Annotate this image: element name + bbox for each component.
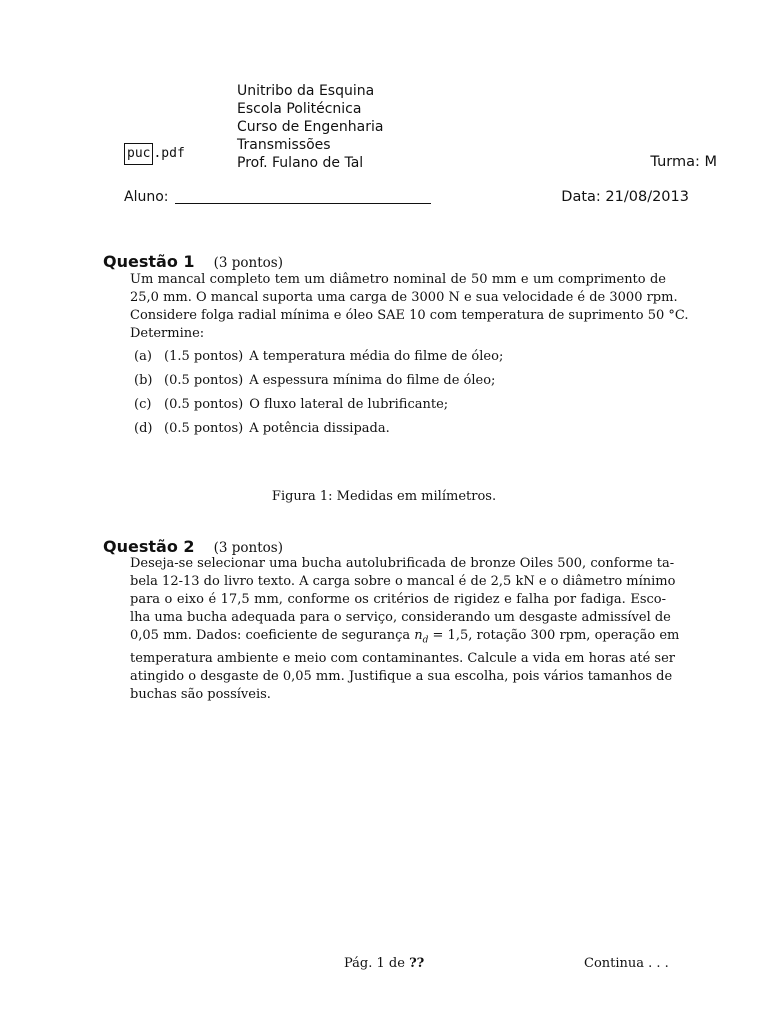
page-number-prefix: Pág. 1 de bbox=[344, 956, 410, 971]
question-1-line: Considere folga radial mínima e óleo SAE 10 com temperatura de suprimento 50 °C. bbox=[130, 308, 689, 323]
question-2-body bbox=[130, 555, 680, 704]
question-2-line: lha uma bucha adequada para o serviço, considerando um desgaste admissível de bbox=[130, 610, 671, 625]
item-points: (0.5 pontos) bbox=[164, 421, 244, 436]
question-2-title: Questão 2 bbox=[103, 537, 195, 556]
continua-label: Continua . . . bbox=[584, 956, 669, 971]
list-item bbox=[134, 347, 503, 371]
question-2-line: Deseja-se selecionar uma bucha autolubrificada de bronze Oiles 500, conforme ta- bbox=[130, 556, 675, 571]
question-2-points: (3 pontos) bbox=[213, 540, 283, 556]
question-2-line-formula bbox=[130, 627, 680, 650]
item-label: (d) bbox=[134, 421, 153, 436]
institution-block bbox=[237, 82, 383, 172]
question-1-header bbox=[103, 252, 283, 271]
question-1-body bbox=[130, 271, 689, 343]
turma-label: Turma: M bbox=[650, 154, 717, 170]
date-label: Data: 21/08/2013 bbox=[561, 189, 689, 205]
page-number bbox=[344, 956, 424, 971]
question-1-points: (3 pontos) bbox=[213, 255, 283, 271]
formula-variable: n bbox=[414, 628, 423, 643]
item-label: (c) bbox=[134, 397, 152, 412]
item-text: A temperatura média do filme de óleo; bbox=[249, 349, 504, 364]
logo-placeholder bbox=[124, 143, 185, 165]
question-2-line: atingido o desgaste de 0,05 mm. Justifique a sua escolha, pois vários tamanhos de bbox=[130, 668, 673, 684]
page-number-total: ?? bbox=[409, 956, 425, 971]
institution-line: Transmissões bbox=[237, 137, 331, 153]
item-points: (0.5 pontos) bbox=[164, 397, 244, 412]
aluno-label: Aluno: bbox=[124, 189, 169, 205]
institution-line: Prof. Fulano de Tal bbox=[237, 155, 364, 171]
institution-line: Escola Politécnica bbox=[237, 101, 362, 117]
question-2-line: para o eixo é 17,5 mm, conforme os critérios de rigidez e falha por fadiga. Esco- bbox=[130, 592, 666, 607]
question-1-items bbox=[134, 347, 503, 443]
institution-line: Curso de Engenharia bbox=[237, 119, 384, 135]
logo-boxed-text: puc bbox=[124, 143, 153, 165]
aluno-name-line[interactable] bbox=[175, 203, 431, 204]
question-2-line: temperatura ambiente e meio com contaminantes. Calcule a vida em horas até ser bbox=[130, 650, 675, 666]
item-text: A potência dissipada. bbox=[249, 421, 390, 436]
figure-caption: Figura 1: Medidas em milímetros. bbox=[271, 489, 497, 504]
list-item bbox=[134, 419, 503, 443]
list-item bbox=[134, 395, 503, 419]
list-item bbox=[134, 371, 503, 395]
formula-subscript: d bbox=[422, 635, 429, 646]
question-1-line: Determine: bbox=[130, 326, 205, 341]
formula-post: = 1,5, rotação 300 rpm, operação em bbox=[428, 628, 680, 643]
item-text: A espessura mínima do filme de óleo; bbox=[249, 373, 496, 388]
item-label: (b) bbox=[134, 373, 153, 388]
question-2-line: buchas são possíveis. bbox=[130, 686, 271, 702]
question-1-line: Um mancal completo tem um diâmetro nominal de 50 mm e um comprimento de bbox=[130, 272, 666, 287]
item-points: (0.5 pontos) bbox=[164, 373, 244, 388]
question-1-line: 25,0 mm. O mancal suporta uma carga de 3000 N e sua velocidade é de 3000 rpm. bbox=[130, 290, 678, 305]
institution-line: Unitribo da Esquina bbox=[237, 83, 375, 99]
logo-suffix: .pdf bbox=[153, 146, 185, 161]
question-2-line: bela 12-13 do livro texto. A carga sobre o mancal é de 2,5 kN e o diâmetro mínimo bbox=[130, 574, 676, 589]
item-text: O fluxo lateral de lubrificante; bbox=[249, 397, 449, 412]
question-2-header bbox=[103, 537, 283, 556]
item-points: (1.5 pontos) bbox=[164, 349, 244, 364]
item-label: (a) bbox=[134, 349, 152, 364]
question-1-title: Questão 1 bbox=[103, 252, 195, 271]
formula-pre: 0,05 mm. Dados: coeficiente de segurança bbox=[130, 628, 415, 643]
